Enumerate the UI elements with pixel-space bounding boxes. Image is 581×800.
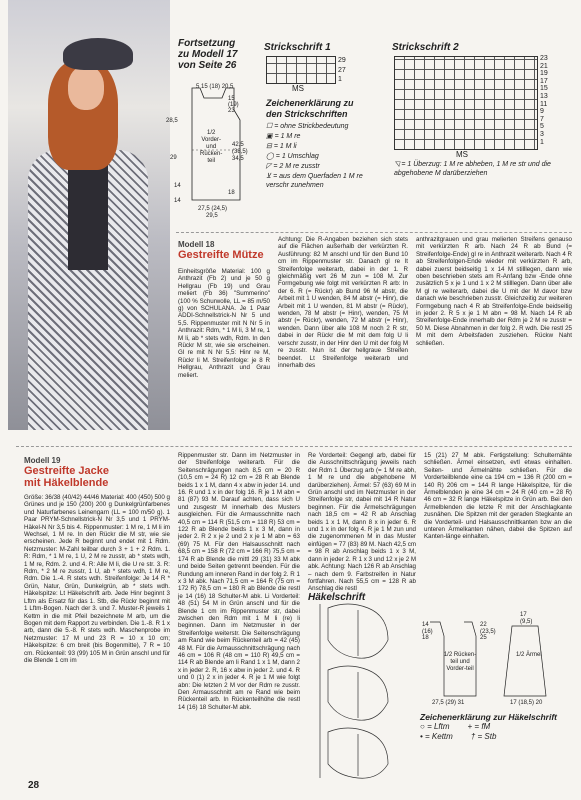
legend-strick-title-2: den Strickschriften — [266, 109, 348, 119]
legend-haekel-text-1: = Lftm — [427, 722, 450, 731]
model19-label: Modell 19 — [24, 456, 61, 465]
schem-top-2: 15 — [201, 84, 208, 90]
schem-center-3: und — [206, 144, 217, 150]
model-photo — [8, 0, 170, 430]
page-number: 28 — [28, 780, 40, 791]
schem-top-3: (18) — [209, 84, 221, 90]
legend-haekel — [420, 712, 557, 742]
schem-center-2: Vorder- — [201, 137, 222, 143]
legend-strick-item-1: ☐ = ohne Strickbedeutung — [266, 123, 349, 130]
schem-bottom-val: 18 — [228, 190, 235, 196]
strick2-row-23: 23 — [540, 55, 548, 62]
jacket-l-14: 14 — [422, 622, 429, 628]
model19-title-1: Gestreifte Jacke — [24, 465, 109, 477]
model18-title: Gestreifte Mütze — [178, 249, 264, 261]
jacket-l-18: 18 — [422, 635, 429, 641]
schem-center-4: Rücken- — [200, 151, 223, 157]
model18-header — [178, 240, 264, 261]
strick2-row-3: 3 — [540, 130, 544, 138]
schem-top-labels — [196, 84, 233, 90]
jacket-labels-left — [422, 622, 433, 642]
model19-col2: Rippenmuster str. Dann im Netzmuster in der Streifenfolge weiterarb. Für die Seitenschrägungen nach 8,5 cm = 20 R (10,5 cm = 24 R) 12 cm = 28 R ab Blende beids 1 x 1 M, dann 4 x abw in jeder 14. und 16. R und 1 x in der folg 16. R je 1 M abn = 81 (87) 93 M. Darauf achten, dass sich U und zusgestr M innerhalb des Musters ausgleichen. Für die Armausschnitte nach 40,5 cm = 114 R (51,5 cm = 118 R) 53 cm = 122 R ab Blende beids 1 x 3 M, dann in jeder 2. R 2 x je 2 und 2 x je 1 M abn = 63 (69) 75 M. Für den Halsausschnitt nach 68,5 cm = 158 R (72 cm = 166 R) 75,5 cm = 174 R ab Blende die mittl 29 (31) 33 M abk und beide Seiten getrennt beenden. Für die Rundung am inneren Rand in der folg 2. R 1 x 3 M abk. Nach 71,5 cm = 164 R (75 cm = 172 R) 78,5 cm = 180 R ab Blende die restl je 14 (16) 18 Schulter-M abk. Li Vorderteil: 48 (51) 54 M in Grün anschl und für die Blende 1 cm im Rippenmuster str, dabei zwischen den Rdm mit 1 M li (re) li beginnen. Dann im Netzmuster in der Streifenfolge weiterstr. Die Seitenschrägung am Rand wie beim Rückenteil arb = 42 (45) 48 M. Für die Armausschnittschrägung nach 46 cm = 106 R (48 cm = 110 R) 49,5 cm = 114 R ab Blende am li Rand 1 x 1 M, dann 2 x in jeder 2. R, 16 x abw in jeder 2. und 4. R und 0 (1) 2 x in jeder 4. R je 1 M wie folgt abn: Die letzten 2 M vor der Rdm re zusstr. Den Armausschnitt am re Rand wie beim Rückenteil arb. In Rückenteilhöhe die restl 14 (16) 18 Schulter-M abk. — [178, 452, 300, 711]
model19-header — [24, 456, 109, 489]
strick2-row-1: 1 — [540, 138, 544, 146]
strick2-row-15: 15 — [540, 85, 548, 93]
schem-right-top-1: 15 — [228, 96, 235, 102]
face-shape — [68, 66, 104, 110]
strickschrift1-title: Strickschrift 1 — [264, 42, 331, 53]
legend-haekel-row-1 — [420, 722, 557, 732]
legend-strick-item-5: ◸ = 2 M re zusstr — [266, 163, 320, 170]
model19-col4: 15 (21) 27 M abk. Fertigstellung: Schulternähte schließen. Ärmel einsetzen, evtl etwas einhalten. Seiten- und Ärmelnähte schließen. Für die Vorderteilblende eine ca 194 cm = 136 R (200 cm = 140 R) 206 cm = 144 R lange Häkelspitze, für die Ärmelblenden je eine 34 cm = 24 R (40 cm = 28 R) 46 cm = 32 R lange Häkelspitze in Grün arb. Bei den Ärmelblenden die letzte R mit der Anschlagkante zusnähen. Die Spitzen mit der geraden Stegkante an die Vorderteil- und Halsausschnittkanten bzw an die unteren Ärmelkanten nähen, dabei die Spitzen auf Kanten-länge einhalten. — [424, 452, 572, 541]
legend-haekel-text-3: = fM — [474, 722, 491, 731]
legend-haekel-item-2: • = Kettm — [420, 732, 453, 741]
model18-col3: anthrazitgrauen und grau melierten Streifens genauso mit verkürzten R arb. Nach 24 R ab Bund (= Streifenfolge-Ende) gl re in Anthrazit weiterarb. Nach 4 R ab Streifenfolgen-Ende wieder mit verkürzten R arb, dabei zuerst beidseitig 1 x 14 M stilllegen, dann wie oben beschrieben stets am R-Anfang bzw -Ende ohne zusätzlich 5 x je 1 und 1 x 2 M stilllegen. Dann über alle M gl re weiterarb, dabei die U mit der M davor bzw danach wie beschrieben zusstr. Gleichzeitig zur weiteren Formgebung nach 4 R ab Streifenfolge-Ende beidseitig in jeder 2. R 5 x je 1 M abn = 98 M. Nach 14 R ab Streifenfolge-Ende innerhalb der Rdm je 2 M re zusstr = 50 M. Diese Abnahmen in der folg 2. R wdh. Die restl 25 M mit dem Arbeitsfaden zusziehen. Rückw Naht schließen. — [416, 236, 572, 347]
schem-bottom-2: 29,5 — [206, 213, 218, 219]
header-line-3: von Seite 26 — [178, 60, 237, 71]
strick2-row-13: 13 — [540, 92, 548, 100]
legend-strick-item-3: ⊟ = 1 M li — [266, 143, 297, 150]
strick2-row-19: 19 — [540, 70, 548, 78]
legend-strick-right: ◹ = 1 Überzug: 1 M re abheben, 1 M re str und die abgehobene M darüberziehen — [394, 161, 551, 177]
legend-haekel-item-4: † = Stb — [470, 732, 497, 741]
strick1-row-27: 27 — [338, 66, 346, 74]
jacket-width-label: 27,5 (29) 31 — [432, 700, 465, 706]
schem-center-5: teil — [207, 158, 215, 164]
strick2-row-11: 11 — [540, 100, 548, 108]
crochet-diagram — [308, 600, 408, 780]
legend-haekel-item-3: + = fM — [467, 722, 491, 731]
strickschrift2-grid — [394, 56, 538, 150]
haekelschrift-title: Häkelschrift — [308, 592, 366, 603]
legend-strick-item-2: ▣ = 1 M re — [266, 133, 301, 140]
jacket-body-label: 1/2 Rücken-teil und Vorder-teil — [443, 652, 477, 672]
continuation-header — [178, 38, 237, 71]
model18-col2: Achtung: Die R-Angaben beziehen sich stets auf die Flächen außerhalb der verkürzten R. Ausführung: 82 M anschl und für den Bund 10 cm im Rippenmuster str. Danach gl re lt Streifenfolge weiterarb, dabei in der 1. R gleichmäßig vert 26 M zun = 108 M. Zur Formgebung wie folgt mit verkürzten R arb: In der 6. R (= Rückr) ab Bund 96 M abstr, die Arbeit mit 1 U wenden, 84 M abstr (= Hinr), die Arbeit mit 1 U wenden, 81 M abstr (= Rückr), wenden, 78 M abstr (= Hinr), wenden, 75 M abstr (= Rückr), wenden, 72 M abstr (= Hinr), wenden. Dann über alle 108 M noch 2 R str, dabei in der Rückr die M mit dem folg U li verschr zusstr, in der Hinr den U mit der folg M re zusstr. Nun ist der hellgraue Streifen beendet. Lt Streifenfolge weiterarb und innerhalb des — [278, 236, 408, 369]
legend-strick — [266, 98, 386, 190]
schem-top-1: 5 — [196, 84, 200, 90]
model18-label: Modell 18 — [178, 240, 215, 249]
strick2-row-21: 21 — [540, 62, 548, 70]
jacket-sleeve-label: 1/2 Ärmel — [516, 652, 542, 658]
strickschrift2-title: Strickschrift 2 — [392, 42, 459, 53]
jacket-l-16: (16) — [422, 628, 433, 635]
schem-top-4: 20,5 — [221, 84, 234, 90]
schem-center — [200, 130, 222, 165]
model19-col3: Re Vorderteil: Gegengl arb, dabei für die Ausschnittschrägung jeweils nach der Rdm 1 Überzug arb (= 1 M re abh, 1 M re und die abgehobene M darüberziehen). Ärmel: 57 (63) 69 M in Grün anschl und im Netzmuster in der Streifenfolge str, dabei mit 14 R Natur beginnen. Für die Ärmelschrägungen nach 18,5 cm = 42 R ab Anschlag beids 1 x 1 M, dann 8 x in jeder 6. R und 1 x in der folg 4. R je 1 M zun und die zugenommenen M in das Muster einfügen = 77 (83) 89 M. Nach 42,5 cm = 98 R ab Anschlag beids 1 x 3 M, dann in jeder 2. R 1 x 3 und 12 x je 2 M abk. Achtung: Nach 126 R ab Anschlag – nach dem 9. Farbstreifen in Natur fortfahren. Nach 55,5 cm = 128 R ab Anschlag die restl — [308, 452, 416, 592]
schem-right-top — [228, 96, 239, 114]
header-line-1: Fortsetzung — [178, 38, 236, 49]
schem-right-top-3: 23 — [228, 108, 235, 114]
legend-strick-title-1: Zeichenerklärung zu — [266, 98, 354, 108]
strickschrift1-ms: MS — [292, 84, 304, 93]
strickschrift1-rows — [338, 56, 346, 85]
strickschrift2-rows — [540, 55, 548, 146]
legend-haekel-row-2 — [420, 732, 557, 742]
strickschrift2-ms: MS — [456, 150, 468, 159]
strickschrift1-grid — [266, 56, 336, 84]
legend-haekel-text-2: = Kettm — [425, 732, 453, 741]
jacket-l-22: 22 — [480, 622, 487, 628]
jacket-l-25: 25 — [480, 635, 487, 641]
legend-strick-item-4: ◯ = 1 Umschlag — [266, 153, 319, 160]
legend-strick-text-1: = ohne Strickbedeutung — [274, 123, 349, 130]
jacket-labels-mid — [480, 622, 496, 642]
jacket-l-95: (9,5) — [520, 618, 533, 625]
schem-bottom-1: 27,5 (24,5) — [198, 206, 228, 212]
header-line-2: zu Modell 17 — [178, 49, 238, 60]
schem-bottom-left: 14 — [174, 183, 181, 189]
legend-strick-text-2: = 1 M re — [274, 133, 301, 140]
jacket-l-17: 17 — [520, 612, 527, 618]
strick2-row-5: 5 — [540, 123, 544, 131]
legend-strick-text-5: = 2 M re zusstr — [273, 163, 320, 170]
model19-title-2: mit Häkelblende — [24, 477, 109, 489]
legend-haekel-title: Zeichenerklärung zur Häkelschrift — [420, 712, 557, 722]
strick2-row-7: 7 — [540, 115, 544, 123]
legend-strick-text-4: = 1 Umschlag — [275, 153, 319, 160]
legend-haekel-text-4: = Stb — [477, 732, 497, 741]
hat-shape — [63, 38, 133, 70]
legend-strick-right-text: = 1 Überzug: 1 M re abheben, 1 M re str und die abgehobene M darüberziehen — [394, 161, 551, 177]
schem-bottom-left-2: 14 — [174, 198, 181, 204]
schem-right-1: 42,5 — [232, 142, 244, 148]
legend-strick-item-6: ⊻ = aus dem Querfaden 1 M re verschr zunehmen — [266, 173, 363, 189]
jacket-l-235: (23,5) — [480, 628, 496, 635]
strick2-row-9: 9 — [540, 108, 544, 116]
legend-haekel-item-1: ○ = Lftm — [420, 722, 450, 731]
divider-mid — [16, 446, 572, 447]
model18-col1: Einheitsgröße Material: 100 g Anthrazit (Fb 2) und je 50 g Hellgrau (Fb 19) und Grau meliert (Fb 36) "Summerino" (100 % Schurwolle, LL = 85 m/50 g) von SCHULANA. Je 1 Paar ADDI-Schnellstrick-N Nr 5 und 5,5. Rippenmuster mit N Nr 5 in Anthrazit: Rdm, * 1 M li, 3 M re, 1 M li, ab * stets wdh, Rdm. In den Rückr M str, wie sie erscheinen. Gl re mit N Nr 5,5: Hinr re M, Rückr li M. Streifenfolge: je 8 R Hellgrau, Anthrazit und Grau meliert. — [178, 268, 270, 379]
strick2-row-17: 17 — [540, 77, 548, 85]
schem-right-3: 34,5 — [232, 156, 244, 162]
jacket-sleeve-width: 17 (18,5) 20 — [510, 700, 543, 706]
strick1-row-29: 29 — [338, 57, 346, 64]
schem-right-2: (38,5) — [232, 149, 248, 155]
legend-strick-text-3: = 1 M li — [273, 143, 297, 150]
divider-top — [176, 232, 572, 233]
strick1-row-1: 1 — [338, 76, 342, 83]
model19-col1: Größe: 36/38 (40/42) 44/46 Material: 400 (450) 500 g Grünes und je 150 (200) 200 g Dunkelgrünfarbenes und Naturfarbenes Leinengarn (LL = 100 m/50 g). 1 Paar PRYM-Schnellstrick-N Nr 3,5 und 1 PRYM-Häkel-N Nr 3,5 bis 4. Rippenmuster: 1 M re, 1 M li im Wechsel, 1 M re. In den Rückr die M str, wie sie erscheinen. Jede R beginnt und endet mit 1 Rdm. Netzmuster: M-Zahl teilbar durch 3 + 1 + 2 Rdm. 1. R: Rdm, * 1 M re, 1 U, 2 M re zusstr, ab * stets wdh, 1 M re, Rdm. 2. und 4. R: Alle M li, die U re str. 3. R: Rdm, * 2 M re zusstr, 1 U, ab * stets wdh, 1 M re, Rdm. Die 1.-4. R stets wdh. Streifenfolge: Je 14 R * Grün, Natur, Grün, Dunkelgrün, ab * stets wdh. Häkelspitze: Lt Häkelschrift arb. Jede Hinr beginnt 3 Lftm als Ersatz für das 1. Stb, die Rückr beginnt mit 1 Lftm-Bogen. Nach der 3. und 7. Muster-R jeweils 1 Kettm in die mit Pfeil bezeichnete M arb, um die Bogen mit dem Rapport zu verbinden. Die 1.-8. R 1 x arb, dann die 5.-8. R stets wdh. Maschenprobe im Netzmuster: 17 M und 23 R = 10 x 10 cm; Häkelspitze: 6 cm breit (bis Bogenmitte), 7 R = 10 cm. Rückenteil: 93 (99) 105 M in Grün anschl und für die Blende 1 cm im — [24, 494, 170, 664]
schem-left-1: 28,5 — [166, 118, 178, 124]
schem-right — [232, 142, 248, 163]
schem-left-2: 29 — [170, 155, 177, 161]
legend-strick-text-6: = aus dem Querfaden 1 M re verschr zunehmen — [266, 173, 363, 189]
jacket-labels-top — [520, 612, 532, 625]
schem-right-top-2: (19) — [228, 102, 239, 108]
schem-center-1: 1/2 — [207, 130, 216, 136]
